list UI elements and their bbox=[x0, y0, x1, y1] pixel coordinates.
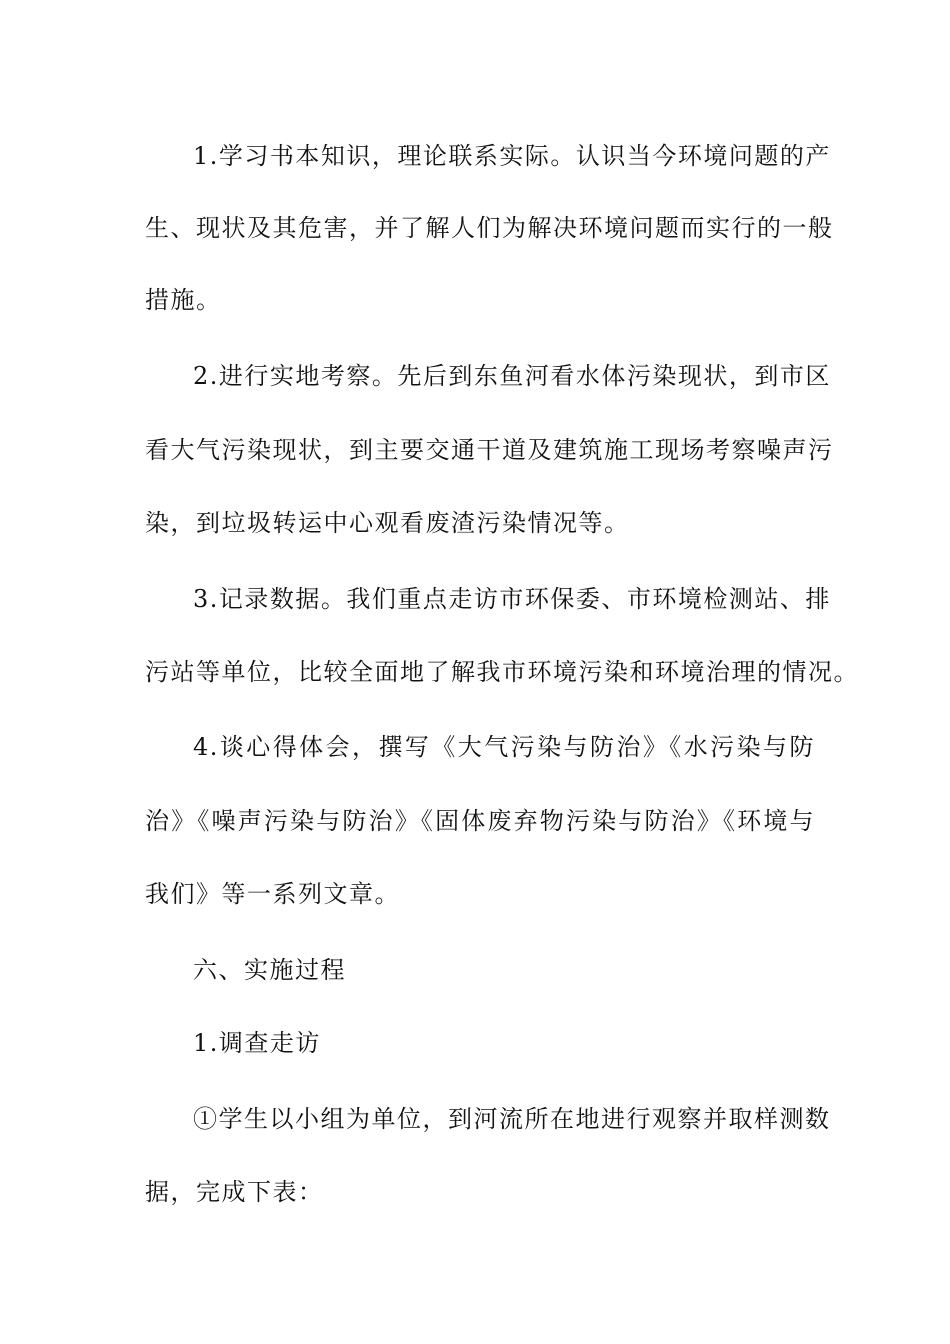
paragraph-4-line-1: 4.谈心得体会，撰写《大气污染与防治》《水污染与防 bbox=[193, 733, 815, 761]
paragraph-4-line-3: 我们》等一系列文章。 bbox=[145, 880, 400, 908]
paragraph-3-line-1: 3.记录数据。我们重点走访市环保委、市环境检测站、排 bbox=[193, 585, 831, 613]
paragraph-1-line-3: 措施。 bbox=[145, 286, 222, 314]
paragraph-3-line-2: 污站等单位，比较全面地了解我市环境污染和环境治理的情况。 bbox=[145, 658, 859, 686]
paragraph-2-line-2: 看大气污染现状，到主要交通干道及建筑施工现场考察噪声污 bbox=[145, 436, 834, 464]
paragraph-5-line-2: 据，完成下表： bbox=[145, 1178, 324, 1206]
paragraph-2-line-3: 染，到垃圾转运中心观看废渣污染情况等。 bbox=[145, 509, 630, 537]
paragraph-1-line-1: 1.学习书本知识，理论联系实际。认识当今环境问题的产 bbox=[193, 142, 831, 170]
paragraph-1-line-2: 生、现状及其危害，并了解人们为解决环境问题而实行的一般 bbox=[145, 214, 834, 242]
subheading-survey: 1.调查走访 bbox=[193, 1029, 321, 1057]
paragraph-4-line-2: 治》《噪声污染与防治》《固体废弃物污染与防治》《环境与 bbox=[145, 807, 815, 835]
paragraph-5-line-1: ①学生以小组为单位，到河流所在地进行观察并取样测数 bbox=[193, 1105, 831, 1133]
paragraph-2-line-1: 2.进行实地考察。先后到东鱼河看水体污染现状，到市区 bbox=[193, 362, 831, 390]
section-heading-implementation: 六、实施过程 bbox=[193, 956, 346, 984]
